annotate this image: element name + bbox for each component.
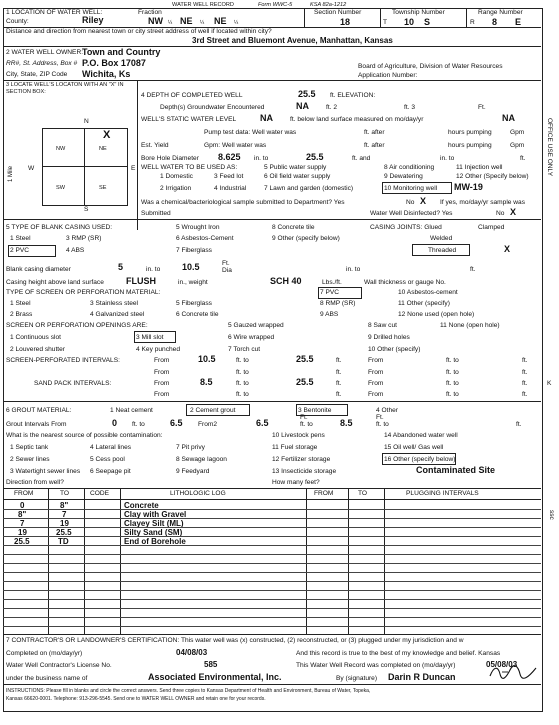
- welded: Welded: [430, 235, 453, 242]
- spi-from-label: From: [154, 357, 170, 364]
- spack-label: SAND PACK INTERVALS:: [34, 380, 112, 387]
- rule: [3, 634, 541, 635]
- spi-to-value: 25.5: [296, 354, 314, 364]
- casing-9: 9 Other (specify below): [272, 235, 340, 242]
- static-value: NA: [260, 113, 273, 123]
- row-desc: End of Borehole: [124, 537, 186, 546]
- grout-to-2: 8.5: [340, 418, 353, 428]
- application-label: Application Number:: [358, 72, 418, 79]
- row-line: [3, 518, 541, 519]
- screen-4: 4 Galvanized steel: [90, 311, 145, 318]
- certification-text: 7 CONTRACTOR'S OR LANDOWNER'S CERTIFICATION: This water well was (x) constructed, (2) reconstructed, or (3) plugged under my jurisdiction and w: [6, 637, 464, 644]
- completed-label: Completed on (mo/day/yr): [6, 650, 83, 657]
- spi-ft: ft.: [336, 357, 342, 364]
- screen-12: 12 None used (open hole): [398, 311, 475, 318]
- screen-6: 6 Concrete tile: [176, 311, 219, 318]
- bore-in-to: in. to: [254, 155, 269, 162]
- city-label: City, State, ZIP Code: [6, 71, 68, 78]
- form-title: WATER WELL RECORD: [172, 2, 234, 8]
- bore-label: Bore Hole Diameter: [141, 155, 199, 162]
- opening-4: 4 Key punched: [136, 346, 180, 353]
- quarter-mark: ¼: [234, 20, 239, 26]
- quarter-mark: ¼: [168, 20, 173, 26]
- opening-6: 6 Wire wrapped: [228, 334, 275, 341]
- spi-from-label-4: From: [368, 369, 384, 376]
- contaminated-site: Contaminated Site: [416, 465, 496, 475]
- grout-ft-to-3: ft. to: [376, 421, 389, 428]
- grout-from-1: 0: [112, 418, 118, 428]
- disinfected-label: Water Well Disinfected? Yes: [370, 210, 453, 217]
- t-suffix: S: [424, 17, 431, 27]
- source-10: 10 Livestock pens: [272, 432, 325, 439]
- source-5: 5 Cess pool: [90, 456, 125, 463]
- wall-thickness: Wall thickness or gauge No.: [364, 279, 446, 286]
- use-2: 2 Irrigation: [160, 185, 192, 192]
- section-label: Section Number: [314, 9, 362, 16]
- casing-2: 2 PVC: [10, 247, 30, 254]
- source-13: 13 Insecticide storage: [272, 468, 337, 475]
- hours-label: hours pumping: [448, 129, 492, 136]
- office-use-label: OFFICE USE ONLY: [546, 118, 553, 177]
- blank-dia-value: 5: [118, 262, 124, 272]
- log-header-to: TO: [60, 490, 70, 497]
- casing-5: 5 Wrought Iron: [176, 224, 220, 231]
- county-value: Riley: [82, 15, 104, 25]
- direction-label: Direction from well?: [6, 479, 64, 486]
- pump-label: Pump test data: Well water was: [204, 129, 297, 136]
- opening-10: 10 Other (specify): [368, 346, 421, 353]
- rule: [3, 401, 541, 402]
- range-value: 8: [492, 17, 498, 27]
- opening-5: 5 Gauzed wrapped: [228, 322, 284, 329]
- hours-label-2: hours pumping: [448, 142, 492, 149]
- spi-to-label-3: ft. to: [236, 369, 249, 376]
- disinfected-no-x: X: [510, 207, 517, 217]
- use-8: 8 Air conditioning: [384, 164, 435, 171]
- source-3: 3 Watertight sewer lines: [10, 468, 81, 475]
- gw-label: Depth(s) Groundwater Encountered: [160, 104, 265, 111]
- blank-dia-label: Blank casing diameter: [6, 266, 71, 273]
- location-x-mark: X: [103, 129, 111, 141]
- bore-to-value: 25.5: [306, 152, 324, 162]
- quarter-3: NE: [214, 16, 227, 26]
- divider: [304, 8, 305, 28]
- gw-ft1: ft. 2: [326, 104, 337, 111]
- screen-11: 11 Other (specify): [398, 300, 450, 307]
- mile-label: 1 Mile: [8, 165, 14, 182]
- submitted-label: Submitted: [141, 210, 171, 217]
- by-signature-label: By (signature): [336, 675, 378, 682]
- row-from: 7: [20, 519, 25, 528]
- blank-ft-dia: Ft. Dia: [222, 260, 232, 274]
- grout-ft-3: ft.: [516, 421, 522, 428]
- spi-from-label-3: From: [154, 369, 170, 376]
- business-label: under the business name of: [6, 675, 88, 682]
- use-5: 5 Public water supply: [264, 164, 327, 171]
- in-weight: in., weight: [178, 279, 208, 286]
- gw-ft3: Ft.: [478, 104, 486, 111]
- form-number: Form WWC-5: [258, 2, 293, 8]
- yield-label: Est. Yield: [141, 142, 169, 149]
- address-value: P.O. Box 17087: [82, 58, 146, 68]
- spi-to-label-2: ft. to: [446, 357, 459, 364]
- casing-4: 4 ABS: [66, 247, 85, 254]
- source-14: 14 Abandoned water well: [384, 432, 458, 439]
- quarter-1: NW: [148, 16, 163, 26]
- lbs-ft: Lbs./ft.: [322, 279, 342, 286]
- spack-from-value: 8.5: [200, 377, 213, 387]
- section-box-hline: [42, 166, 128, 167]
- compass-w: W: [28, 165, 35, 172]
- rule: [3, 219, 541, 220]
- range-label: Range Number: [478, 9, 523, 16]
- use-11: 11 Injection well: [456, 164, 503, 171]
- side-ssc: ssc: [548, 510, 555, 520]
- chem-label: Was a chemical/bacteriological sample submitted to Department? Yes: [141, 199, 345, 206]
- use-12: 12 Other (Specify below): [456, 173, 529, 180]
- row-line: [3, 554, 541, 555]
- grout-from2-label: From2: [198, 421, 218, 428]
- row-line: [3, 581, 541, 582]
- depth-value: 25.5: [298, 89, 316, 99]
- divider: [380, 8, 381, 28]
- spi-to-label: ft. to: [236, 357, 249, 364]
- quarter-mark: ¼: [200, 20, 205, 26]
- row-desc: Concrete: [124, 501, 159, 510]
- openings-label: SCREEN OR PERFORATION OPENINGS ARE:: [6, 322, 148, 329]
- distance-value: 3rd Street and Bluemont Avenue, Manhattan, Kansas: [192, 36, 393, 45]
- screen-type-label: TYPE OF SCREEN OR PERFORATION MATERIAL:: [6, 289, 161, 296]
- spack-to-label-4: ft. to: [446, 391, 459, 398]
- row-line: [3, 527, 541, 528]
- screen-10: 10 Asbestos-cement: [398, 289, 458, 296]
- sec2-label: 2 WATER WELL OWNER:: [6, 49, 84, 56]
- blank-in-to-2: in. to: [346, 266, 361, 273]
- screen-3: 3 Stainless steel: [90, 300, 139, 307]
- distance-label: Distance and direction from nearest town or city street address of well if located within city?: [6, 28, 272, 35]
- opening-8: 8 Saw cut: [368, 322, 397, 329]
- compass-n: N: [84, 118, 89, 125]
- quad-nw: NW: [56, 146, 66, 152]
- bore-in-to-2: in. to: [440, 155, 455, 162]
- log-header-from-2: FROM: [314, 490, 334, 497]
- screen-7: 7 PVC: [320, 289, 340, 296]
- row-line: [3, 608, 541, 609]
- spi-ft-2: ft.: [522, 357, 528, 364]
- row-line: [3, 509, 541, 510]
- row-line: [3, 545, 541, 546]
- completed-value: 04/08/03: [176, 648, 208, 657]
- quad-se: SE: [99, 185, 107, 191]
- signature-image: [488, 662, 538, 682]
- use-10: 10 Monitoring well: [384, 185, 438, 192]
- grout-4: 4 Other: [376, 407, 398, 414]
- depth-unit: ft. ELEVATION:: [330, 92, 376, 99]
- spack-ft-2: ft.: [522, 380, 528, 387]
- rr-label: RR#, St. Address, Box #: [6, 60, 78, 67]
- instructions-2: Kansas 66620-0001. Telephone: 913-296-5545. Send one to WATER WELL OWNER and retain one for your records.: [6, 696, 266, 702]
- static-tail: ft. below land surface measured on mo/day/yr: [290, 116, 424, 123]
- compass-s: S: [84, 206, 89, 213]
- township-label: Township Number: [392, 9, 445, 16]
- opening-7: 7 Torch cut: [228, 346, 261, 353]
- bore-ft-end: ft.: [520, 155, 526, 162]
- grout-ft-to-2: ft. to: [300, 421, 313, 428]
- source-11: 11 Fuel storage: [272, 444, 318, 451]
- log-header-lithologic: LITHOLOGIC LOG: [170, 490, 226, 497]
- use-9: 9 Dewatering: [384, 173, 423, 180]
- section-value: 18: [340, 17, 351, 27]
- use-label: WELL WATER TO BE USED AS:: [141, 164, 238, 171]
- gw-value: NA: [296, 101, 309, 111]
- spack-to-label-3: ft. to: [236, 391, 249, 398]
- row-from: 19: [18, 528, 27, 537]
- how-many-feet: How many feet?: [272, 479, 320, 486]
- grout-from-2: 6.5: [256, 418, 269, 428]
- ksa-ref: KSA 82a-1212: [310, 2, 347, 8]
- opening-1: 1 Continuous slot: [10, 334, 61, 341]
- use-4: 4 Industrial: [214, 185, 247, 192]
- spi-to-label-4: ft. to: [446, 369, 459, 376]
- sec6-label: 6 GROUT MATERIAL:: [6, 407, 72, 414]
- spi-from-value: 10.5: [198, 354, 216, 364]
- source-16: 16 Other (specify below): [384, 456, 456, 463]
- screen-9: 9 ABS: [320, 311, 339, 318]
- use-7: 7 Lawn and garden (domestic): [264, 185, 354, 192]
- screen-1: 1 Steel: [10, 300, 31, 307]
- sec1-label: 1 LOCATION OF WATER WELL:: [6, 9, 103, 16]
- nearest-source-label: What is the nearest source of possible contamination:: [6, 432, 163, 439]
- source-4: 4 Lateral lines: [90, 444, 132, 451]
- row-from: 8": [18, 510, 27, 519]
- board-text: Board of Agriculture, Division of Water Resources: [358, 63, 503, 70]
- blank-ft: ft.: [470, 266, 476, 273]
- instructions-1: INSTRUCTIONS: Please fill in blanks and circle the correct answers. Send three copies to Kansas Department of Health and Environment, Bureau of Water, Topeka,: [6, 688, 371, 694]
- t-prefix: T: [383, 19, 388, 26]
- license-label: Water Well Contractor's License No.: [6, 662, 112, 669]
- gpm-label-2: Gpm: [510, 142, 525, 149]
- r-suffix: E: [515, 17, 522, 27]
- row-to: 19: [60, 519, 69, 528]
- side-k: K: [547, 380, 552, 387]
- spack-from-label: From: [154, 380, 170, 387]
- sec5-label: 5 TYPE OF BLANK CASING USED:: [6, 224, 113, 231]
- source-15: 15 Oil well/ Gas well: [384, 444, 444, 451]
- chem-no-x: X: [420, 196, 427, 206]
- row-line: [3, 572, 541, 573]
- bore-value: 8.625: [218, 152, 241, 162]
- weight-value: SCH 40: [270, 276, 302, 286]
- quad-ne: NE: [99, 146, 107, 152]
- row-desc: Silty Sand (SM): [124, 528, 183, 537]
- row-from: 25.5: [14, 537, 30, 546]
- spi-ft-4: ft.: [522, 369, 528, 376]
- ft-after-2: ft. after: [364, 142, 385, 149]
- record-text: This Water Well Record was completed on (mo/day/yr): [296, 662, 456, 669]
- r-prefix: R: [470, 19, 475, 26]
- gpm-label: Gpm: [510, 129, 525, 136]
- record-date: 05/08/03: [486, 660, 518, 669]
- row-to: 7: [62, 510, 67, 519]
- row-line: [3, 590, 541, 591]
- casing-6: 6 Asbestos-Cement: [176, 235, 234, 242]
- township-value: 10: [404, 17, 415, 27]
- rule: [3, 684, 541, 685]
- grout-ft-to-1: ft. to: [132, 421, 145, 428]
- divider: [137, 80, 138, 230]
- height-label: Casing height above land surface: [6, 279, 104, 286]
- disinfected-no: No: [496, 210, 505, 217]
- source-6: 6 Seepage pit: [90, 468, 131, 475]
- license-value: 585: [204, 660, 218, 669]
- row-desc: Clayey Silt (ML): [124, 519, 184, 528]
- source-9: 9 Feedyard: [176, 468, 210, 475]
- compass-e: E: [131, 165, 136, 172]
- yield-mid: Gpm: Well water was: [204, 142, 267, 149]
- blank-to-value: 10.5: [182, 262, 200, 272]
- depth-label: 4 DEPTH OF COMPLETED WELL: [141, 92, 243, 99]
- use-1: 1 Domestic: [160, 173, 193, 180]
- spack-ft-3: ft.: [336, 391, 342, 398]
- screen-2: 2 Brass: [10, 311, 33, 318]
- opening-9: 9 Drilled holes: [368, 334, 410, 341]
- signer-name: Darin R Duncan: [388, 672, 456, 682]
- bore-ft-and: ft. and: [352, 155, 371, 162]
- opening-2: 2 Louvered shutter: [10, 346, 65, 353]
- row-line: [3, 599, 541, 600]
- row-line: [3, 563, 541, 564]
- true-text: And this record is true to the best of my knowledge and belief. Kansas: [296, 650, 501, 657]
- chem-ifyes: If yes, mo/day/yr sample was: [440, 199, 526, 206]
- grout-1: 1 Neat cement: [110, 407, 153, 414]
- quad-sw: SW: [56, 185, 66, 191]
- opening-3: 3 Mill slot: [136, 334, 164, 341]
- spi-from-label-2: From: [368, 357, 384, 364]
- ft-after: ft. after: [364, 129, 385, 136]
- static-date: NA: [502, 113, 515, 123]
- use-6: 6 Oil field water supply: [264, 173, 331, 180]
- county-label: County:: [6, 18, 29, 25]
- sec3-label: 3 LOCATE WELL'S LOCATON WITH AN "X" IN SECTION BOX:: [6, 82, 124, 95]
- log-header-from: FROM: [14, 490, 34, 497]
- grout-intervals-label: Grout Intervals From: [6, 421, 67, 428]
- row-to: 8": [60, 501, 69, 510]
- grout-2: 2 Cement grout: [190, 407, 236, 414]
- casing-8: 8 Concrete tile: [272, 224, 315, 231]
- screen-5: 5 Fiberglass: [176, 300, 212, 307]
- source-2: 2 Sewer lines: [10, 456, 50, 463]
- source-7: 7 Pit privy: [176, 444, 205, 451]
- quarter-2: NE: [180, 16, 193, 26]
- casing-7: 7 Fiberglass: [176, 247, 212, 254]
- log-header-code: CODE: [90, 490, 110, 497]
- spack-to-label: ft. to: [236, 380, 249, 387]
- use-3: 3 Feed lot: [214, 173, 244, 180]
- clamped: Clamped: [478, 224, 505, 231]
- row-line: [3, 617, 541, 618]
- mw-value: MW-19: [454, 182, 483, 192]
- threaded-x: X: [504, 244, 511, 254]
- row-to: 25.5: [56, 528, 72, 537]
- row-to: TD: [58, 537, 69, 546]
- grout-ft: Ft.: [300, 414, 308, 421]
- section-box: [42, 128, 128, 206]
- city-value: Wichita, Ks: [82, 69, 131, 79]
- opening-11: 11 None (open hole): [440, 322, 500, 329]
- spack-from-label-4: From: [368, 391, 384, 398]
- spi-label: SCREEN-PERFORATED INTERVALS:: [6, 357, 120, 364]
- spi-ft-3: ft.: [336, 369, 342, 376]
- row-line: [3, 626, 541, 627]
- source-1: 1 Septic tank: [10, 444, 49, 451]
- casing-joints: CASING JOINTS: Glued: [370, 224, 442, 231]
- height-value: FLUSH: [126, 276, 156, 286]
- fraction-label: Fraction: [138, 9, 162, 16]
- spack-from-label-2: From: [368, 380, 384, 387]
- source-12: 12 Fertilizer storage: [272, 456, 331, 463]
- log-header-plugging: PLUGGING INTERVALS: [406, 490, 479, 497]
- casing-3: 3 RMP (SR): [66, 235, 102, 242]
- grout-3: 3 Bentonite: [298, 407, 332, 414]
- blank-in-to: in. to: [146, 266, 161, 273]
- rule: [3, 80, 541, 81]
- log-header-to-2: TO: [358, 490, 368, 497]
- divider: [466, 8, 467, 28]
- grout-ft-2: Ft.: [376, 414, 384, 421]
- owner-value: Town and Country: [82, 47, 161, 57]
- screen-8: 8 RMP (SR): [320, 300, 356, 307]
- grout-to-1: 6.5: [170, 418, 183, 428]
- threaded: Threaded: [428, 247, 457, 254]
- spack-from-label-3: From: [154, 391, 170, 398]
- casing-1: 1 Steel: [10, 235, 31, 242]
- chem-no: No: [406, 199, 415, 206]
- row-desc: Clay with Gravel: [124, 510, 187, 519]
- spack-to-value: 25.5: [296, 377, 314, 387]
- spack-ft: ft.: [336, 380, 342, 387]
- row-from: 0: [20, 501, 25, 510]
- section-box-vline: [84, 128, 85, 206]
- spack-ft-4: ft.: [522, 391, 528, 398]
- source-8: 8 Sewage lagoon: [176, 456, 227, 463]
- gw-ft2: ft. 3: [404, 104, 415, 111]
- spack-to-label-2: ft. to: [446, 380, 459, 387]
- row-line: [3, 536, 541, 537]
- static-label: WELL'S STATIC WATER LEVEL: [141, 116, 237, 123]
- business-value: Associated Environmental, Inc.: [148, 672, 282, 682]
